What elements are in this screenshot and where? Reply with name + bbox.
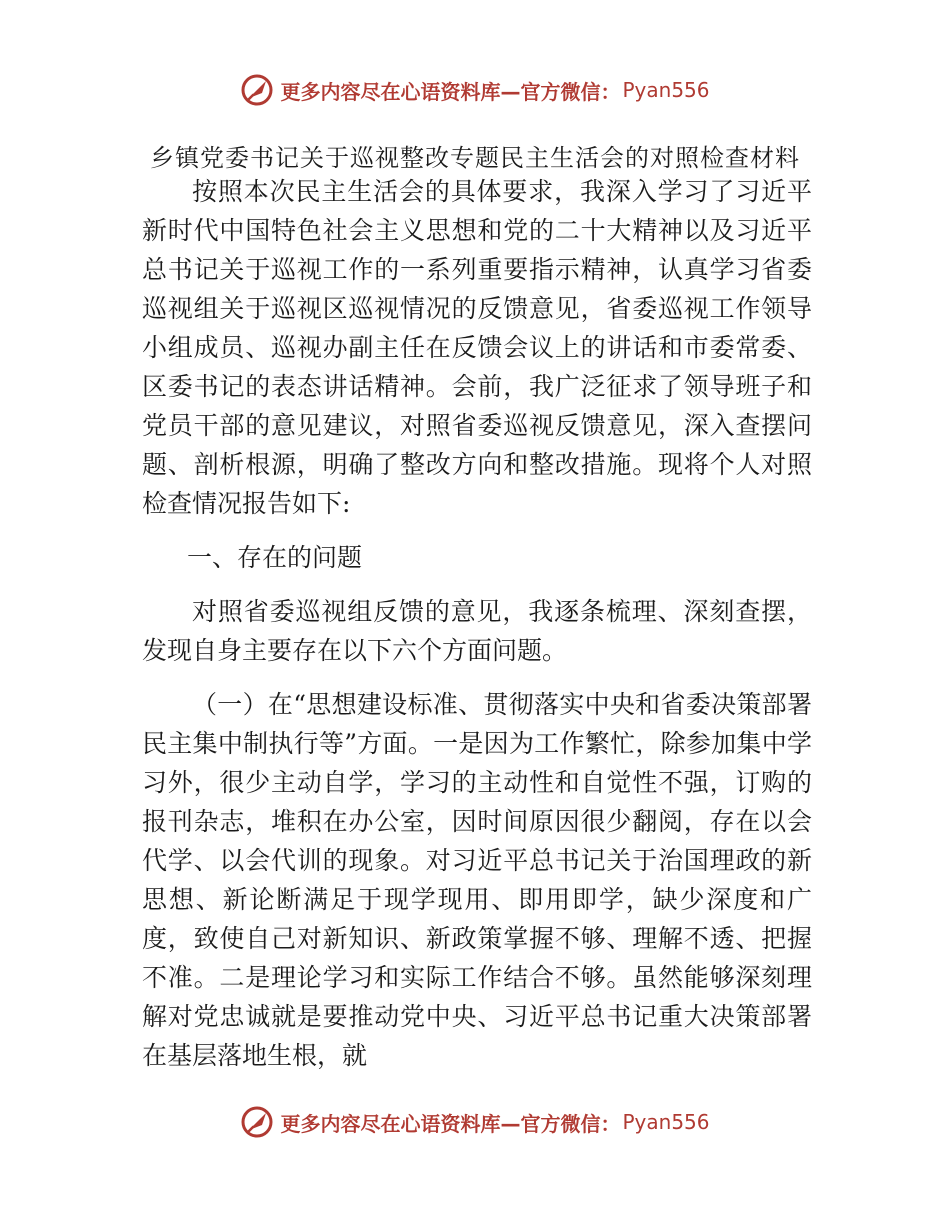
wechat-id: Pyan556 [622,1110,710,1134]
header-banner [0,68,950,112]
paragraph-item-1: （一）在“思想建设标准、贯彻落实中央和省委决策部署民主集中制执行等”方面。一是因为工作繁忙，除参加集中学习外，很少主动自学，学习的主动性和自觉性不强，订购的报刊杂志，堆积在办公室，因时间原因很少翻阅，存在以会代学、以会代训的现象。对习近平总书记关于治国理政的新思想、新论断满足于现学现用、即用即学，缺少深度和广度，致使自己对新知识、新政策掌握不够、理解不透、把握不准。二是理论学习和实际工作结合不够。虽然能够深刻理解对党忠诚就是要推动党中央、习近平总书记重大决策部署在基层落地生根，就 [142,690,812,1070]
document-title: 乡镇党委书记关于巡视整改专题民主生活会的对照检查材料 [150,144,800,172]
section-heading: 一、存在的问题 [187,543,363,572]
footer-banner [0,1100,950,1144]
document-body [142,172,812,1090]
banner-text: 更多内容尽在心语资料库—官方微信： [280,1111,621,1136]
quill-logo-icon [240,1105,274,1139]
quill-logo-icon [240,73,274,107]
paragraph-intro: 按照本次民主生活会的具体要求，我深入学习了习近平新时代中国特色社会主义思想和党的二十大精神以及习近平总书记关于巡视工作的一系列重要指示精神，认真学习省委巡视组关于巡视区巡视情况的反馈意见，省委巡视工作领导小组成员、巡视办副主任在反馈会议上的讲话和市委常委、区委书记的表态讲话精神。会前，我广泛征求了领导班子和党员干部的意见建议，对照省委巡视反馈意见，深入查摆问题、剖析根源，明确了整改方向和整改措施。现将个人对照检查情况报告如下: [142,177,812,518]
wechat-id: Pyan556 [622,78,710,102]
paragraph-overview: 对照省委巡视组反馈的意见，我逐条梳理、深刻查摆，发现自身主要存在以下六个方面问题。 [142,597,812,665]
banner-text: 更多内容尽在心语资料库—官方微信： [280,79,621,104]
